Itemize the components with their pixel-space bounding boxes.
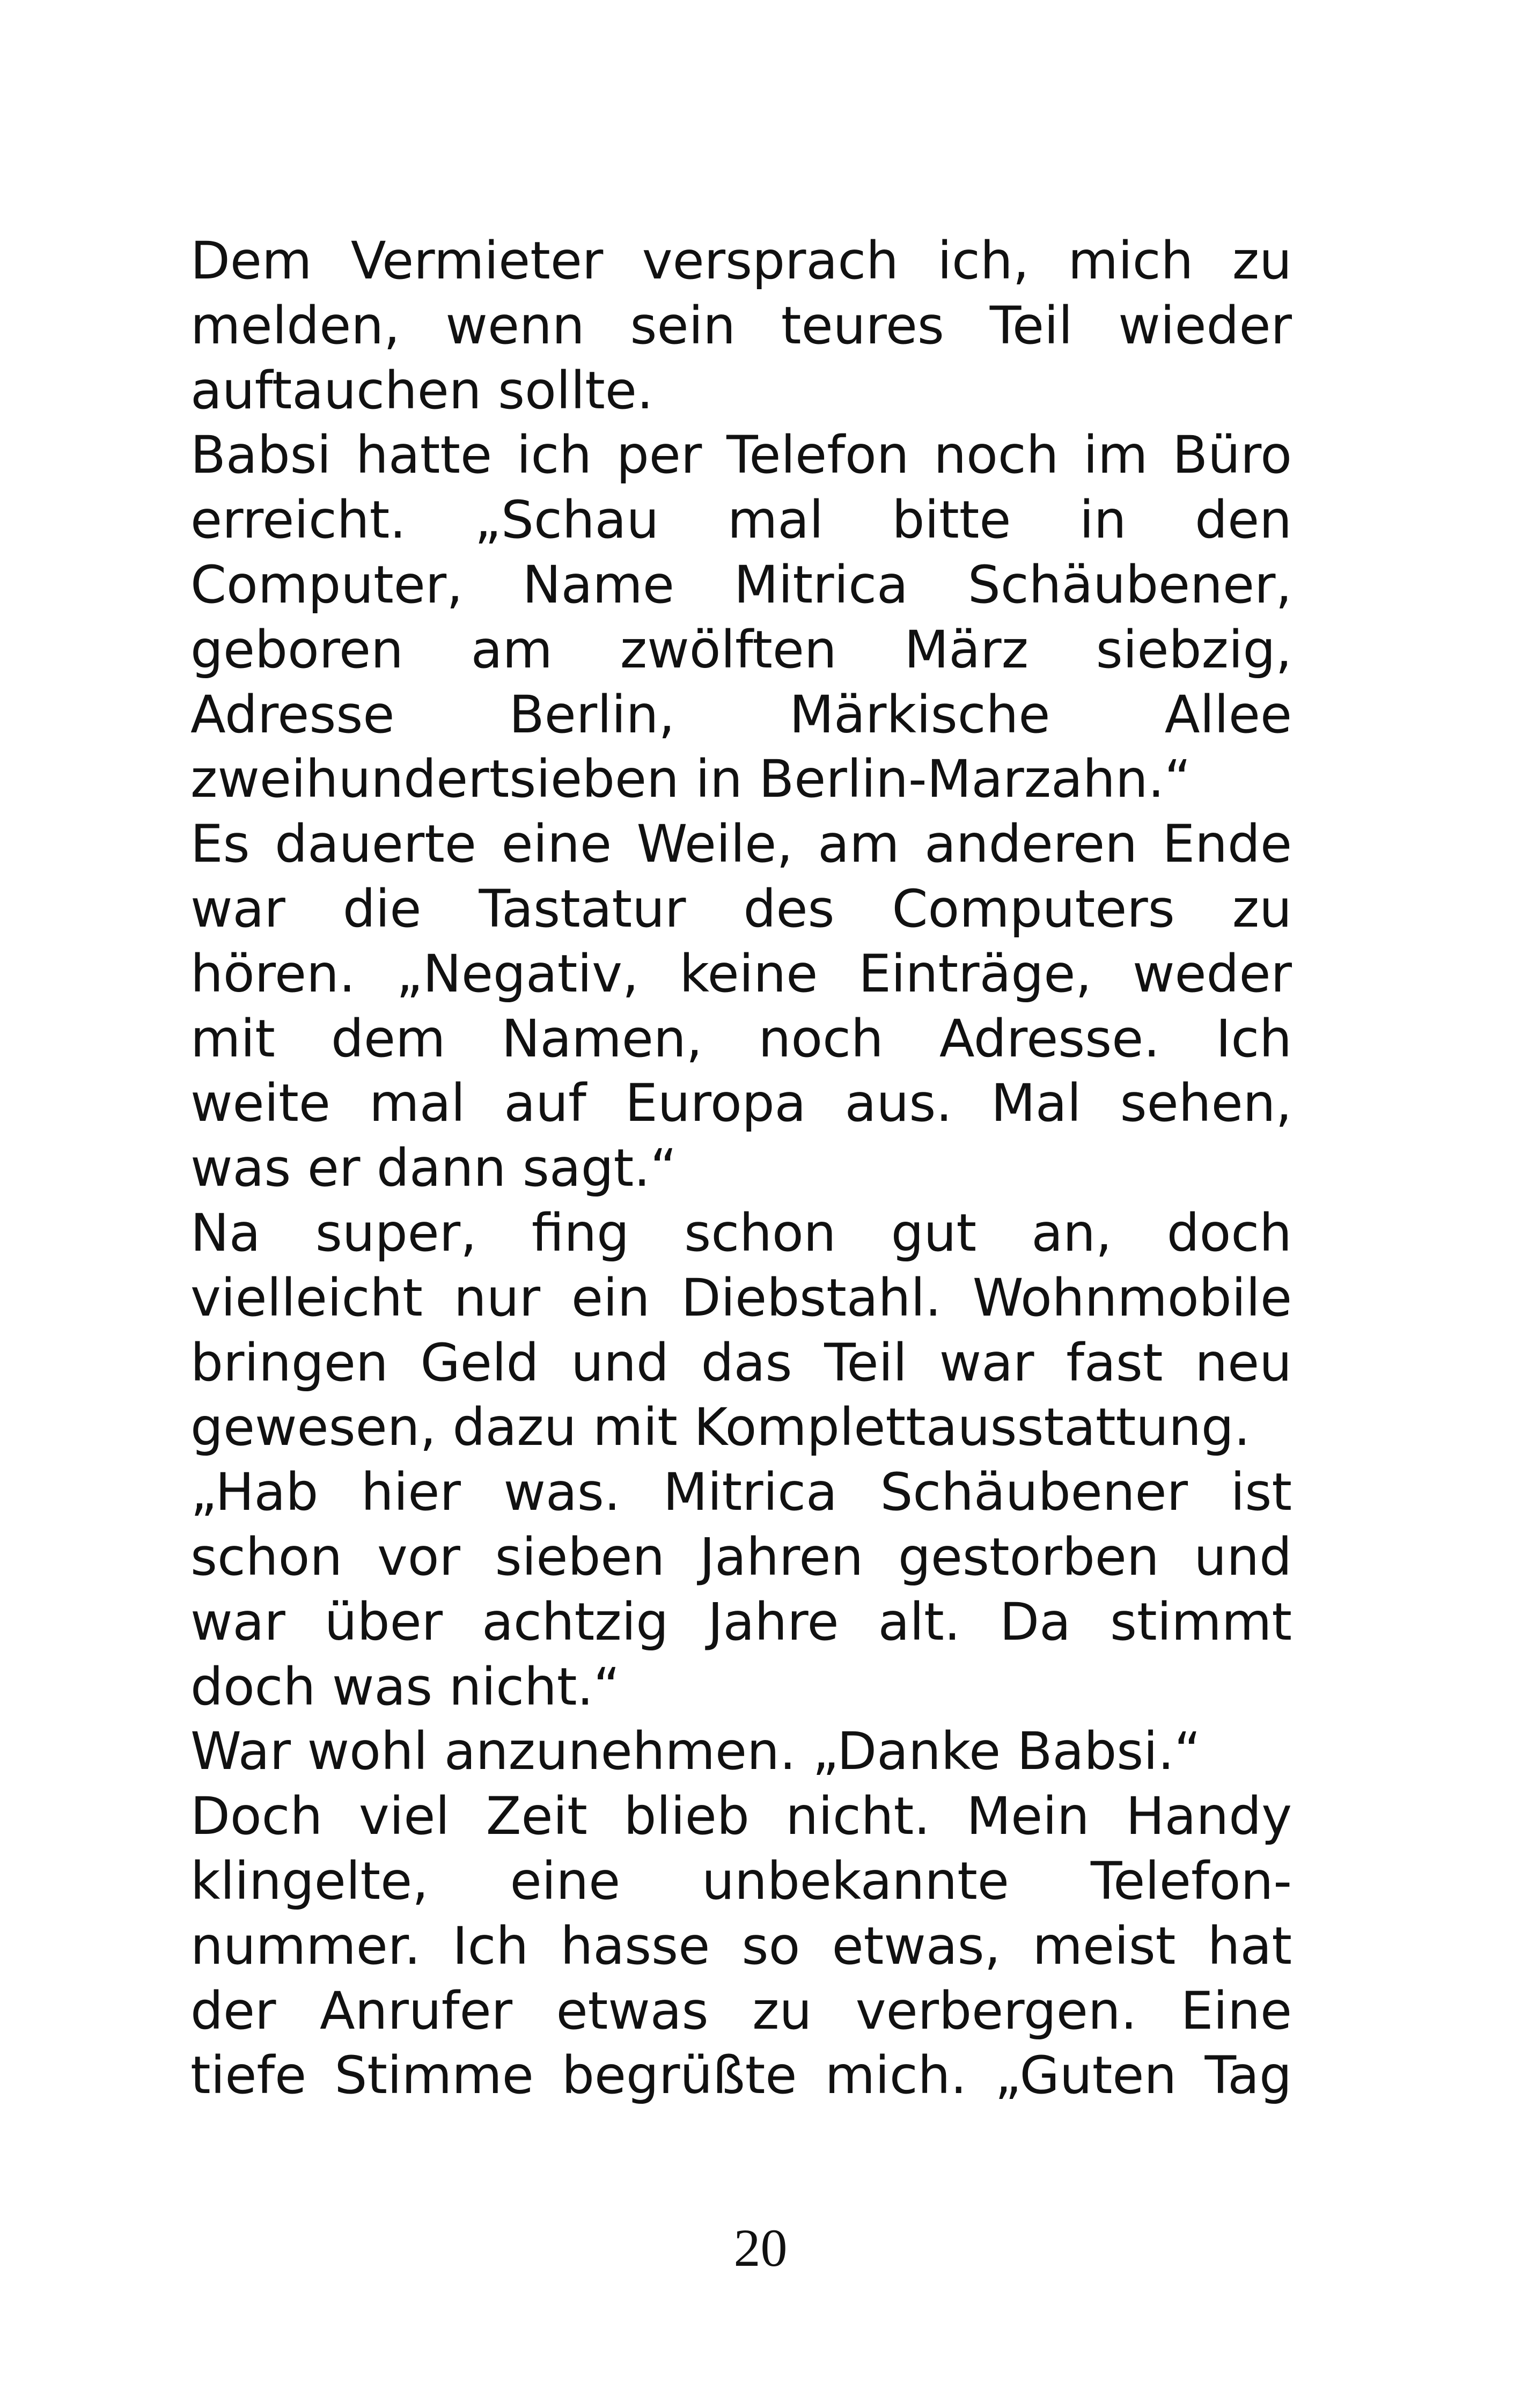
text-line: war die Tastatur des Computers zu [190,878,1292,939]
text-line: Doch viel Zeit blieb nicht. Mein Handy [190,1786,1292,1847]
text-line: vielleicht nur ein Diebstahl. Wohnmobile [190,1267,1292,1328]
text-line: erreicht. „Schau mal bitte in den [190,490,1292,550]
text-line: Computer, Name Mitrica Schäubener, [190,554,1292,615]
text-line: Na super, fing schon gut an, doch [190,1202,1292,1263]
text-line: zweihundertsieben in Berlin-Marzahn.“ [190,749,1191,810]
text-line: klingelte, eine unbekannte Telefon- [190,1851,1292,1911]
text-line: War wohl anzunehmen. „Danke Babsi.“ [190,1721,1201,1782]
text-line: mit dem Namen, noch Adresse. Ich [190,1008,1292,1069]
text-line: schon vor sieben Jahren gestorben und [190,1526,1292,1587]
text-line: tiefe Stimme begrüßte mich. „Guten Tag [190,2045,1292,2106]
text-line: der Anrufer etwas zu verbergen. Eine [190,1980,1292,2041]
text-line: geboren am zwölften März siebzig, [190,619,1292,680]
text-line: bringen Geld und das Teil war fast neu [190,1332,1292,1393]
text-line: doch was nicht.“ [190,1656,620,1717]
text-line: gewesen, dazu mit Komplettausstattung. [190,1397,1251,1458]
text-line: hören. „Negativ, keine Einträge, weder [190,943,1292,1004]
text-line: nummer. Ich hasse so etwas, meist hat [190,1915,1292,1976]
text-line: Es dauerte eine Weile, am anderen Ende [190,814,1292,875]
text-line: melden, wenn sein teures Teil wieder [190,295,1292,356]
text-line: Dem Vermieter versprach ich, mich zu [190,231,1292,291]
text-line: auftauchen sollte. [190,360,653,421]
text-line: war über achtzig Jahre alt. Da stimmt [190,1591,1292,1652]
text-line: „Hab hier was. Mitrica Schäubener ist [190,1462,1292,1523]
text-line: Babsi hatte ich per Telefon noch im Büro [190,425,1292,486]
page-number: 20 [733,2218,788,2278]
text-line: weite mal auf Europa aus. Mal sehen, [190,1073,1292,1134]
text-line: was er dann sagt.“ [190,1138,677,1199]
text-line: Adresse Berlin, Märkische Allee [190,684,1292,745]
body-text [190,229,1292,2108]
